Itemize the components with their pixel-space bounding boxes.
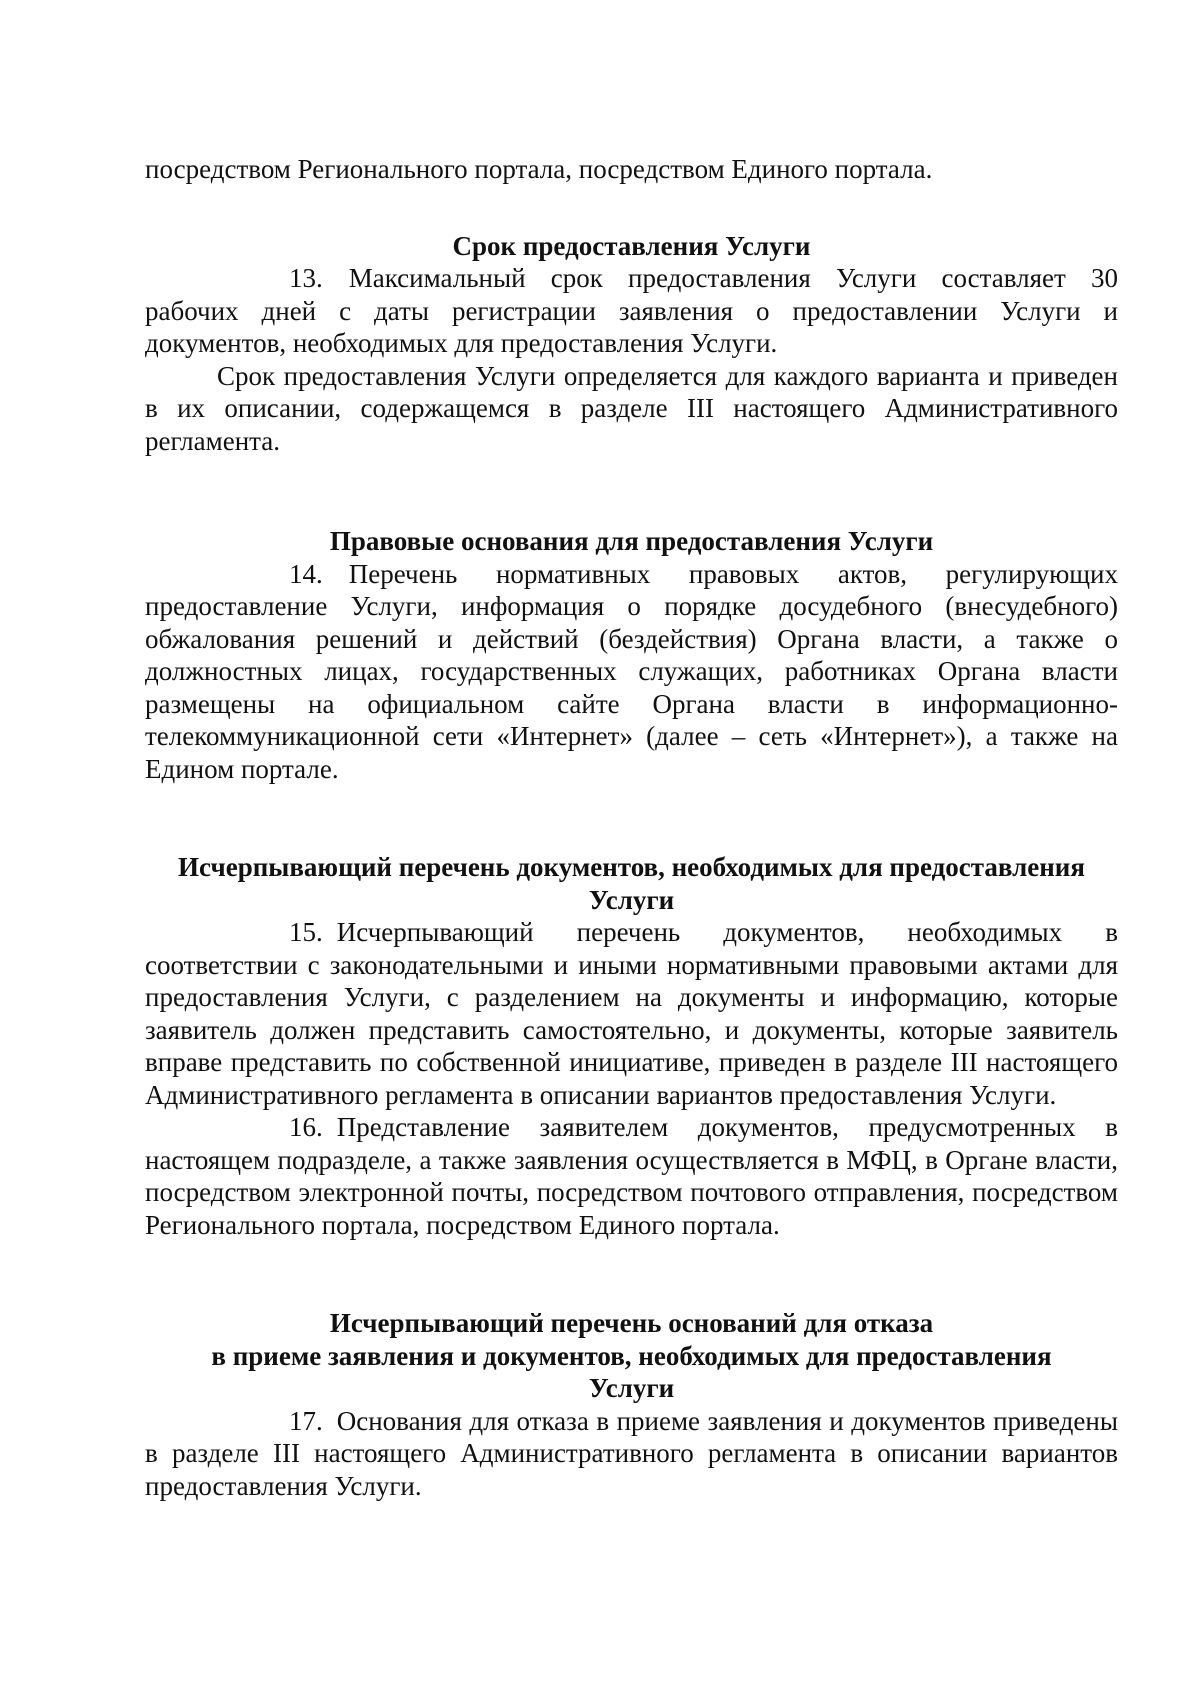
section-heading-line-3: Услуги <box>588 1373 675 1403</box>
paragraph-number: 15. <box>289 917 323 947</box>
document-body <box>145 153 1118 1502</box>
section-heading-line-1: Исчерпывающий перечень документов, необходимых для предоставления <box>178 852 1085 882</box>
paragraph-number: 14. <box>289 558 323 589</box>
paragraph-term-details: Срок предоставления Услуги определяется для каждого варианта и приведен в их описании, содержащемся в разделе III настоящего Административного регламента. <box>145 360 1118 456</box>
paragraph-number: 16. <box>289 1112 323 1142</box>
section-heading-line-2: Услуги <box>588 884 675 915</box>
paragraph-text: Перечень нормативных правовых актов, регулирующих предоставление Услуги, информация о порядке досудебного (внесудебного) обжалования решений и действий (бездействия) Органа власти, а также о должностных лицах, государственных служащих, работниках Органа власти размещены на официальном сайте Органа власти в информационно-телекоммуникационной сети «Интернет» (далее – сеть «Интернет»), а также на Едином портале. <box>145 558 1118 784</box>
section-legal-basis <box>145 525 1118 785</box>
section-required-documents <box>145 851 1118 1241</box>
paragraph-text: Максимальный срок предоставления Услуги составляет 30 рабочих дней с даты регистрации заявления о предоставлении Услуги и документов, необходимых для предоставления Услуги. <box>145 263 1118 358</box>
paragraph-text: Исчерпывающий перечень документов, необходимых в соответствии с законодательными и иными нормативными правовыми актами для предоставления Услуги, с разделением на документы и информацию, которые заявитель должен представить самостоятельно, и документы, которые заявитель вправе представить по собственной инициативе, приведен в разделе III настоящего Административного регламента в описании вариантов предоставления Услуги. <box>145 917 1118 1110</box>
paragraph-text: Основания для отказа в приеме заявления и документов приведены в разделе III настоящего Административного регламента в описании вариантов предоставления Услуги. <box>145 1405 1118 1501</box>
section-heading-line-2: в приеме заявления и документов, необходимых для предоставления <box>211 1340 1052 1371</box>
paragraph-13 <box>145 262 1118 360</box>
paragraph-text: Представление заявителем документов, предусмотренных в настоящем подразделе, а также заявления осуществляется в МФЦ, в Органе власти, посредством электронной почты, посредством почтового отправления, посредством Регионального портала, посредством Единого портала. <box>145 1112 1118 1240</box>
section-service-term <box>145 230 1118 458</box>
paragraph-15 <box>145 916 1118 1111</box>
paragraph-number: 17. <box>289 1405 323 1436</box>
continued-paragraph: посредством Регионального портала, посредством Единого портала. <box>145 154 933 184</box>
section-heading: Срок предоставления Услуги <box>452 230 811 261</box>
paragraph-16 <box>145 1111 1118 1241</box>
paragraph-14 <box>145 558 1118 786</box>
paragraph-number: 13. <box>289 263 323 293</box>
section-heading: Правовые основания для предоставления Услуги <box>329 526 934 556</box>
section-heading-line-1: Исчерпывающий перечень оснований для отказа <box>329 1308 934 1338</box>
paragraph-17 <box>145 1405 1118 1503</box>
section-refusal-grounds <box>145 1307 1118 1502</box>
